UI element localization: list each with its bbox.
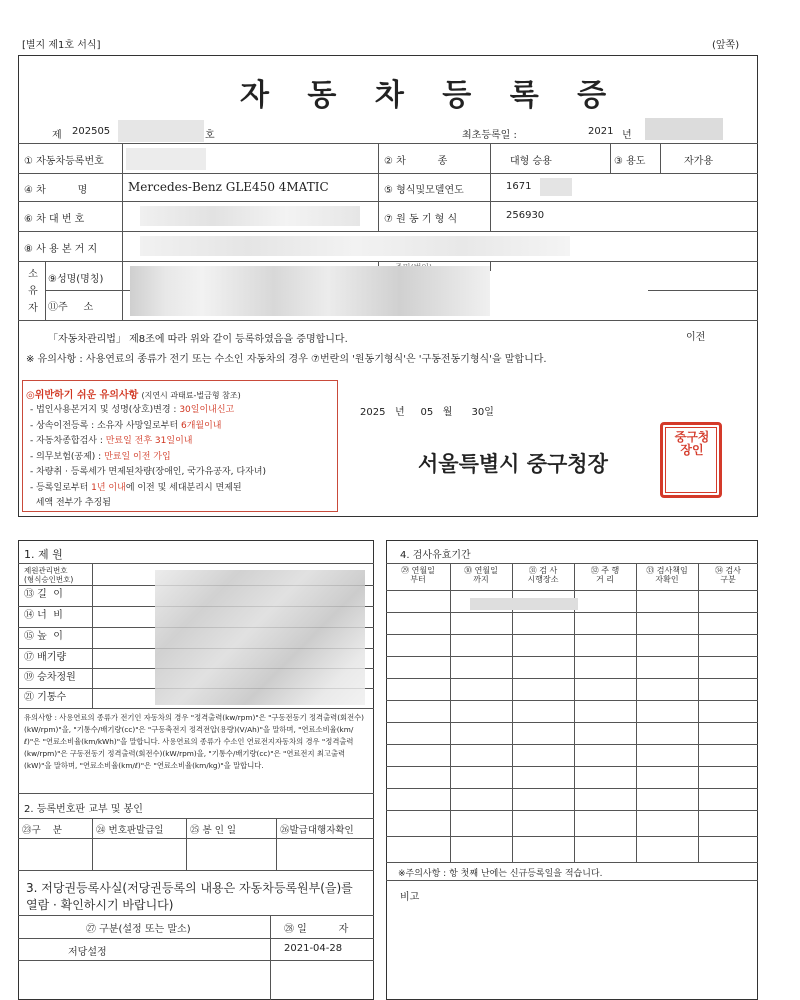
inspection-row-divider: [386, 766, 758, 767]
warning-item-highlight: 30일이내신고: [179, 405, 235, 415]
redacted-vehicle-reg-no: [126, 148, 206, 170]
redacted-inspection: [470, 598, 578, 610]
inspection-col-divider: [636, 563, 637, 862]
warning-item-text: 세액 전부가 추징됨: [30, 498, 111, 508]
first-reg-year-unit: 년: [622, 130, 632, 141]
inspection-row-divider: [386, 612, 758, 613]
warning-item: [30, 465, 336, 481]
spec-row-label: ⑬ 길 이: [24, 589, 63, 600]
specs-note: 유의사항 : 사용연료의 종류가 전기인 자동차의 경우 "정격출력(kw/rpm)"은 "구동전동기 정격출력(회전수)(kW/rpm)"을, "기통수/배기량(cc)"은 "구동축전지 정격전압(용량)(V/Ah)"을 말하며, "연료소비율(km/ℓ)"은 "연료소비율(km/kWh)"을 말합니다. 사용연료의 종류가 수소인 연료전지자동차의 경우 "정격출력(kw/rpm)"은 구동전동기 정격출력(회전수)(kW/rpm)을, "기통수/배기량(cc)"은 "연료전지 최고출력(kW)"을 말하며, "연료소비율(km/ℓ)"은 "연료소비율(km/kg)"을 말합니다.: [24, 713, 365, 770]
inspection-row-divider: [386, 678, 758, 679]
reg-no-label: 제: [52, 130, 62, 141]
vin-label: ⑥ 차 대 번 호: [24, 214, 85, 225]
inspection-header-cell: ㉝ 검사책임 자확인: [646, 566, 688, 584]
location-label: ⑧ 사 용 본 거 지: [24, 244, 98, 255]
inspection-row-divider: [386, 810, 758, 811]
warning-item-highlight: 만료일 이전 가입: [104, 451, 171, 462]
inspection-row-divider: [386, 656, 758, 657]
engine-type-value: 256930: [506, 210, 545, 221]
plate-header-cell: ㉔ 번호판발급일: [96, 825, 164, 836]
warning-item: [30, 496, 336, 512]
redacted-owner-info: [130, 266, 490, 316]
issuer-name: 서울특별시 중구청장: [418, 452, 608, 476]
inspection-row-divider: [386, 590, 758, 591]
first-reg-label: 최초등록일 :: [462, 130, 517, 141]
inspection-header-cell: ㉛ 검 사 시행장소: [527, 566, 559, 584]
mortgage-row-date: 2021-04-28: [284, 943, 343, 954]
owner-name-label: ⑨성명(명칭): [48, 274, 104, 285]
vehicle-name-value: Mercedes-Benz GLE450 4MATIC: [128, 180, 329, 194]
redacted-first-reg: [645, 118, 723, 140]
inspection-title: 4. 검사유효기간: [400, 550, 471, 561]
warning-title: ◎위반하기 쉬운 유의사항: [26, 390, 139, 401]
specs-title: 1. 제 원: [24, 548, 63, 561]
mortgage-col-type: ㉗ 구분(설정 또는 말소): [86, 924, 191, 935]
warning-list: [30, 403, 336, 512]
inspection-row-divider: [386, 836, 758, 837]
vehicle-use-label: ③ 용도: [614, 156, 646, 167]
redacted-reg-no: [118, 120, 204, 142]
spec-row-label: 제원관리번호 (형식승인번호): [24, 566, 74, 584]
inspection-col-divider: [450, 563, 451, 862]
first-reg-year: 2021: [588, 126, 614, 137]
warning-item-text: - 의무보험(공제) :: [30, 451, 105, 462]
certification-statement: 「자동차관리법」 제8조에 따라 위와 같이 등록하였음을 증명합니다.: [48, 334, 348, 345]
vehicle-reg-no-label: ① 자동차등록번호: [24, 156, 104, 167]
reg-no-value: 202505: [72, 126, 111, 137]
inspection-header-cell: ㉜ 주 행 거 리: [590, 566, 620, 584]
warning-item: [30, 434, 336, 450]
warning-item: [30, 450, 336, 466]
mortgage-section-title: 3. 저당권등록사실(저당권등록의 내용은 자동차등록원부(을)를 열람 · 확인하시기 바랍니다): [26, 881, 353, 912]
redacted-model-year: [540, 178, 572, 196]
warning-item-text: - 상속이전등록 : 소유자 사망일로부터: [30, 420, 181, 431]
warning-item: [30, 481, 336, 497]
inspection-col-divider: [698, 563, 699, 862]
spec-row-label: ⑭ 너 비: [24, 610, 63, 621]
plate-header-cell: ㉓구 분: [22, 825, 62, 836]
warning-item-text: - 자동차종합검사 :: [30, 436, 106, 446]
vehicle-type-value: 대형 승용: [510, 156, 552, 167]
spec-row-divider: [18, 708, 374, 709]
plate-col-divider: [186, 818, 187, 870]
page-side-label: (앞쪽): [712, 40, 740, 51]
fuel-note: ※ 유의사항 : 사용연료의 종류가 전기 또는 수소인 자동차의 경우 ⑦번란의 '원동기형식'은 '구동전동기형식'을 말합니다.: [26, 354, 547, 365]
vehicle-name-label: ④ 차 명: [24, 185, 88, 196]
warning-title-note: (지연시 과태료-벌금형 참조): [141, 391, 241, 400]
warning-item-text: - 법인사용본거지 및 성명(상호)변경 :: [30, 405, 180, 415]
reg-no-suffix: 호: [205, 130, 215, 141]
inspection-row-divider: [386, 700, 758, 701]
plate-section-title: 2. 등록번호판 교부 및 봉인: [24, 804, 143, 815]
model-year-value: 1671: [506, 181, 532, 192]
warning-item-tail: 에 이전 및 세대분리시 면제된: [125, 482, 242, 493]
model-year-label: ⑤ 형식및모델연도: [384, 185, 464, 196]
warning-item: [30, 403, 336, 419]
vehicle-type-label: ② 차 종: [384, 156, 448, 167]
form-number: [별지 제1호 서식]: [22, 40, 101, 51]
inspection-row-divider: [386, 634, 758, 635]
owner-address-label: ⑪주 소: [48, 302, 94, 313]
plate-col-divider: [92, 818, 93, 870]
inspection-footnote: ※주의사항 : 항 첫째 난에는 신규등록일을 적습니다.: [398, 869, 603, 879]
plate-header-cell: ㉖발급대행자확인: [280, 825, 354, 836]
mortgage-col-date: ㉘ 일 자: [284, 924, 349, 935]
inspection-row-divider: [386, 744, 758, 745]
spec-row-label: ⑰ 배기량: [24, 652, 67, 663]
remarks-label: 비고: [400, 892, 420, 903]
inspection-row-divider: [386, 788, 758, 789]
inspection-header-cell: ㉞ 검사 구분: [715, 566, 741, 584]
inspection-header-cell: ㉚ 연월일 까지: [464, 566, 498, 584]
mortgage-row-type: 저당설정: [68, 947, 107, 958]
redacted-location: [140, 236, 570, 256]
document-title: 자 동 차 등 록 증: [240, 78, 621, 113]
vehicle-use-value: 자가용: [684, 156, 713, 167]
inspection-row-divider: [386, 722, 758, 723]
plate-col-divider: [276, 818, 277, 870]
official-seal: [660, 422, 722, 498]
plate-header-cell: ㉕ 봉 인 일: [190, 825, 237, 836]
spec-row-label: ⑮ 높 이: [24, 631, 63, 642]
warning-item-highlight: 6개월이내: [181, 420, 222, 431]
warning-item: [30, 419, 336, 435]
owner-group-label: 소유자: [28, 269, 38, 314]
seal-text: 중구청장인: [674, 430, 710, 457]
engine-type-label: ⑦ 원 동 기 형 식: [384, 214, 458, 225]
redacted-vin: [140, 206, 360, 226]
issue-date: 2025 년 05 월 30일: [360, 407, 494, 418]
spec-row-label: ㉑ 기통수: [24, 692, 67, 703]
warning-item-highlight: 만료일 전후 31일이내: [105, 436, 193, 446]
warning-item-text: - 등록일로부터: [30, 482, 92, 493]
warning-item-highlight: 1년 이내: [91, 482, 126, 493]
warning-item-text: - 차량취 · 등록세가 면제된차량(장애인, 국가유공자, 다자녀): [30, 467, 266, 477]
inspection-header-cell: ㉙ 연월일 부터: [401, 566, 435, 584]
spec-row-label: ⑲ 승차정원: [24, 672, 76, 683]
transfer-label: 이전: [686, 332, 706, 343]
redacted-specs: [155, 570, 365, 705]
